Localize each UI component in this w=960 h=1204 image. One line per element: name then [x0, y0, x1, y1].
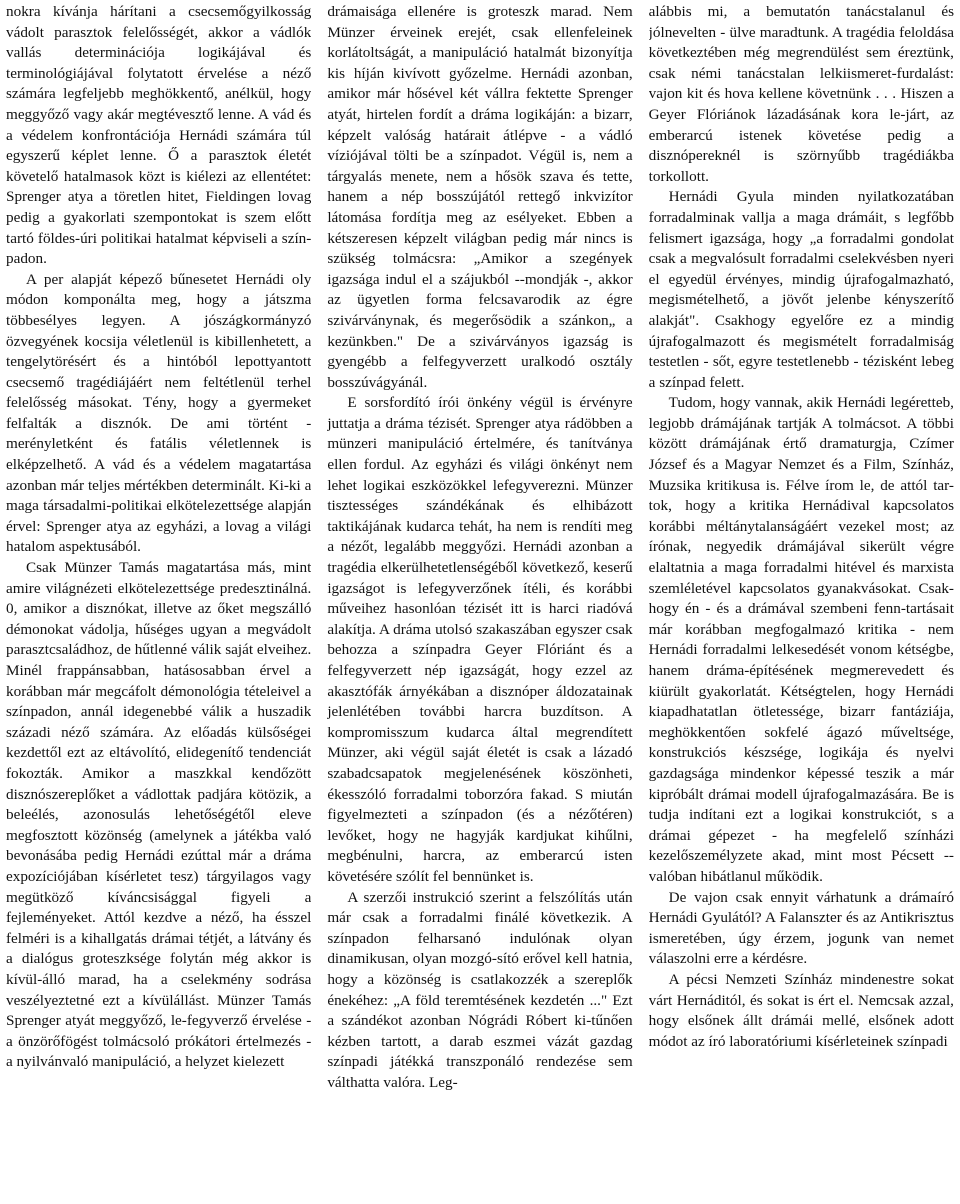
- text-column-3: [649, 2, 954, 1204]
- paragraph: Tudom, hogy vannak, akik Hernádi legéretteb, legjobb drámájának tartják A tolmácsot. A többi között drámájának értő dramaturgja, Czímer József és a Magyar Nemzet és a Film, Színház, Muzsika kritikusa is. Félve írom le, de attól tar-tok, hogy a kritika Hernádival kapcsolatos korábbi méltánytalanságáért vezekel most; az írónak, negyedik drámájával sikerült végre elaltatnia a maga forradalmi hitével és marxista szemléletével kapcsolatos gyanakvásokat. Csak-hogy én - és a drámával szembeni fenn-tartásait már korábban megfogalmazó kritika - nem Hernádi forradalmi lelkesedését vonom kétségbe, hanem dráma-építésének megmerevedett és kiürült gyakorlatát. Kétségtelen, hogy Hernádi kiapadhatatlan ötletessége, bizarr fantáziája, meghökkentően sokfelé ágazó műveltsége, konstrukciós készsége, logikája és nyelvi gazdagsága mindenkor képessé teszik a már kipróbált drámai modell újrafogalmazására. Be is tudja indítani ezt a logikai konstrukciót, s a drámai gépezet - ha megfelelő színházi kezelőszemélyzete akad, mint most Pécsett -- valóban hibátlanul működik.: [648, 394, 954, 885]
- paragraph: A szerzői instrukció szerint a felszólítás után már csak a forradalmi finálé következik. A színpadon felharsanó indulónak olyan dinamikusan, olyan mozgó-sító erővel kell hatnia, hogy a közönség is csatlakozzék a szereplők énekéhez: „A föld teremtésének kezdetén ..." Ezt a szándékot azonban Nógrádi Róbert ki-tűnően kézben tartott, a darab eszmei vázát gazdag színpadi játékká transzponáló rendezése sem válthatta valóra. Leg-: [327, 888, 633, 1091]
- paragraph: E sorsfordító írói önkény végül is érvényre juttatja a dráma tézisét. Sprenger atya rádöbben a münzeri manipuláció értelmére, és tanítványa ellen fordul. Az egyházi és világi önkényt nem lehet logikai eszközökkel lefegyverezni. Münzer tisztességes szándékának és elhibázott taktikájának kudarca tehát, ha nem is rendíti meg a nézőt, legalább meggyőzi. Hernádi azonban a tragédia elkerülhetetlenségéből következő, keserű igazságot is lefegyverzőnek ítéli, és korábbi műveihez hasonlóan tézisét itt is harci riadóvá alakítja. A dráma utolsó szakaszában egyszer csak behozza a színpadra Geyer Flóriánt és a felfegyverzett nép igazságát, hogy ezzel az akasztófák árnyékában a disznóper áldozatainak jelenlétében további harcra buzdítson. A kompromisszum kudarca által megrendített Münzer, aki végül saját életét is csak a lázadó szabadcsapatok megjelenésének köszönheti, ékesszóló forradalmi toborzóra fakad. S miután figyelmezteti a színpadon (és a nézőtéren) levőket, hogy ne hagyják kardjukat kihűlni, megbénulni, harcra, az emberarcú isten követésére szólít fel bennünket is.: [327, 394, 633, 885]
- paragraph: De vajon csak ennyit várhatunk a drámaíró Hernádi Gyulától? A Falanszter és az Antikrisztus ismeretében, úgy érzem, jogunk van nemet válaszolni erre a kérdésre.: [648, 888, 954, 968]
- paragraph: drámaisága ellenére is groteszk marad. Nem Münzer érveinek erejét, csak ellenfeleinek korlátoltságát, a manipuláció hatalmát bizonyítja kis híján kivívott győzelme. Hernádi azonban, amikor már hősével két vállra fektette Sprenger atyát, hirtelen fordít a dráma logikáján: a bizarr, képzelt valóság határait átlépve - a vádló víziójával tölti be a színpadot. Végül is, nem a tárgyalás menete, nem a hősök szava és tette, hanem a nép bosszújától rettegő inkvizítor látomása fordítja meg az esélyeket. Ebben a kétszeresen képzelt világban pedig már nincs is szükség tolmácsra: „Amikor a szegények igazsága indul el a szájukból --mondják -, akkor az ügyetlen forma felcsavarodik az égre szivárványnak, és megerősödik a szánkon„ a kezünkben." De a szivárványos igazság is gyengébb a felfegyverzett uralkodó osztály bosszúvágyánál.: [327, 3, 633, 391]
- paragraph: nokra kívánja hárítani a csecsemőgyilkosság vádolt parasztok felelősségét, akkor a vádlók vallás determinációja logikájával és terminológiájával folytatott érvelése a néző számára legfeljebb meghökkentő, anélkül, hogy meggyőző vagy akár megtévesztő lenne. A vád és a védelem konfrontációja Hernádi számára túl egyszerű képlet lenne. Ő a parasztok életét követelő hatalmasok közt is kiélezi az ellentétet: Sprenger atya a töretlen hitet, Fieldingen lovag pedig a gyakorlati szempontokat is szem előtt tartó földes-úri politikai hatalmat képviseli a szín-padon.: [6, 3, 312, 268]
- paragraph: Csak Münzer Tamás magatartása más, mint amire világnézeti elkötelezettsége predesztinálná. 0, amikor a disznókat, illetve az őket megszálló démonokat vádolja, hűséges ugyan a megvádolt parasztcsaládhoz, de hűtlenné válik saját elveihez. Minél frappánsabban, hatásosabban érvel a korábban már megcáfolt démonológia tételeivel a színpadon, annál idegenebbé válik a huszadik századi néző számára. Az előadás külsőségei kezdettől ezt az eltávolító, elidegenítő tendenciát fokozták. Amikor a maszkkal kendőzött disznószereplőket a vádlottak padjára kötözik, a beleélés, azonosulás lehetőségétől eleve megfosztott közönség (amelynek a játékba való bevonásába pedig Hernádi ezúttal már a dráma expozíciójában kísérletet tesz) tárgyilagos vagy megütköző kíváncsisággal figyeli a fejleményeket. Attól kezdve a néző, ha ésszel felméri is a kihallgatás drámai tétjét, a látvány és a dialógus groteszksége folytán még akkor is kívül-álló marad, ha a cselekmény sodrása veszélyeztetné ezt a kívülállást. Münzer Tamás Sprenger atyát meggyőző, le-fegyverző érvelése - a önzörőfögést tolmácsoló prókátori értelmezés - a nyilvánvaló manipuláció, a helyzet kielezett: [6, 559, 312, 1071]
- text-column-1: [6, 2, 311, 1204]
- paragraph: A pécsi Nemzeti Színház mindenestre sokat várt Hernáditól, és sokat is ért el. Nemcsak azzal, hogy elsőnek állt drámái mellé, elsőnek adott módot az író laboratóriumi kísérleteinek színpadi: [648, 970, 954, 1050]
- text-column-2: [327, 2, 632, 1204]
- paragraph: A per alapját képező bűnesetet Hernádi oly módon komponálta meg, hogy a játszma többesélyes legyen. A jószágkormányzó özvegyének kocsija véletlenül is kibillenhetett, a tengelytörésért és a hintóból lepottyantott csecsemő tragédiájáért nem feltétlenül terhel felelősség másokat. Tény, hogy a gyermeket felfalták a disznók. De ami történt - merényletként és fatális véletlennek is elképzelhető. A vád és a védelem magatartása azonban már teljes mértékben determinált. Ki-ki a maga társadalmi-politikai elkötelezettsége alapján érvel: Sprenger atya az egyházi, a lovag a világi hatalom aspektusából.: [6, 270, 312, 556]
- paragraph: alábbis mi, a bemutatón tanácstalanul és jólnevelten - ülve maradtunk. A tragédia feloldása következtében még megrendülést sem éreztünk, csak némi tanácstalan lelkiismeret-furdalást: vajon kit és hova kellene követnünk . . . Hiszen a Geyer Flóriánok lázadásának kora le-járt, az emberarcú istenek követése pedig a disznópereknél is szörnyűbb tragédiákba torkollott.: [648, 3, 954, 185]
- paragraph: Hernádi Gyula minden nyilatkozatában forradalminak vallja a maga drámáit, s legfőbb felismert igazsága, hogy „a forradalmi gondolat csak a megvalósult forradalmi cselekvésben nyeri el egyedül érvényes, mindig újrafogalmazható, megismételhető, a jövőt jelenbe kényszerítő alakját". Csakhogy egyelőre ez a mindig újrafogalmazott és megismételt forradalmiság testetlen - sőt, egyre testetlenebb - tézisként lebeg a színpad felett.: [648, 188, 954, 391]
